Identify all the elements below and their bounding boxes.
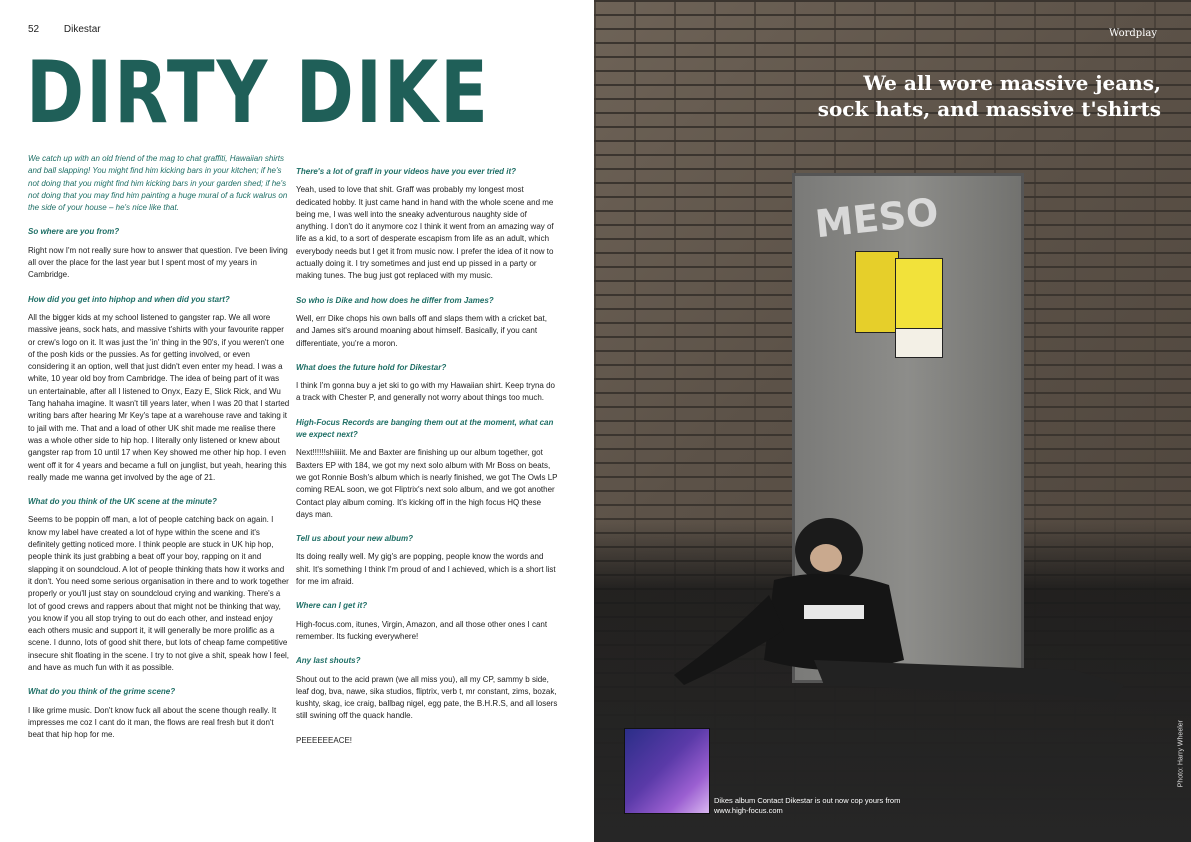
graffiti-tag: MESO <box>813 189 941 247</box>
sticker <box>895 328 943 358</box>
legs-shape <box>814 660 1124 700</box>
answer: All the bigger kids at my school listened to gangster rap. We all wore massive jeans, sock hats, and massive t'shirts with your favourite rapper or crew's logo on it. It was just the 'in' thing in the 90's, if you weren't one of the posh kids or the pussies. As for getting involved, or even considering it an option, well that just didn't even enter my head. I was a white, 10 year old boy from Cambridge. The idea of being part of it was un entertainable, after all I listened to Onyx, Eazy E, Slick Rick, and Wu Tang hahaha imagine. It wasn't till years later, when I was 20 that I started writing bars after hearing Mr Key's tape at a warehouse rave and taking it to jail with me. That and a load of other UK shit made me realise there was a whole other side to hip hop. I literally only listened or knew about gangster rap from 10 until 17 when Key showed me other hip hop. I even went off it for 4 years and became a full on junglist, but yeah, hearing this really made me wanna get involved by the age of 21. <box>28 312 290 482</box>
signoff: PEEEEEEACE! <box>296 735 353 745</box>
answer: Right now I'm not really sure how to answer that question. I've been living all over the place for the last year but I spent most of my years in Cambridge. <box>28 245 288 280</box>
page-number: 52 <box>28 24 40 35</box>
question: High-Focus Records are banging them out at the moment, what can we expect next? <box>296 417 554 440</box>
question: So who is Dike and how does he differ from James? <box>296 295 494 305</box>
section-label: Wordplay <box>1108 28 1157 39</box>
album-cover <box>624 728 710 814</box>
arm-shape <box>674 595 784 685</box>
column-2 <box>296 166 558 759</box>
pull-quote-line-1: We all wore massive jeans, <box>863 71 1161 95</box>
question: What do you think of the grime scene? <box>28 687 176 697</box>
folio <box>28 24 101 35</box>
photo-page <box>594 0 1191 842</box>
rapper-figure <box>654 510 1134 710</box>
question: Any last shouts? <box>296 656 361 666</box>
question: What do you think of the UK scene at the minute? <box>28 497 217 507</box>
shirt-logo <box>804 605 864 619</box>
left-page <box>0 0 594 842</box>
answer: I like grime music. Don't know fuck all about the scene though really. It impresses me coz I cant do it man, the flows are real fresh but it don't beat that hip hop for me. <box>28 705 277 740</box>
album-caption: Dikes album Contact Dikestar is out now cop yours from www.high-focus.com <box>714 796 901 815</box>
answer: I think I'm gonna buy a jet ski to go with my Hawaiian shirt. Keep tryna do a track with Chester P, and generally not worry about things too much. <box>296 381 555 403</box>
question: So where are you from? <box>28 227 120 237</box>
face-shape <box>810 544 842 572</box>
answer: High-focus.com, itunes, Virgin, Amazon, and all those other ones I cant remember. Its fucking everywhere! <box>296 619 548 641</box>
photo-credit: Photo: Harry Wheeler <box>1177 720 1184 788</box>
answer: Shout out to the acid prawn (we all miss you), all my CP, sammy b side, leaf dog, bva, nawe, sika studios, fliptrix, verb t, mr constant, zims, bozak, kushty, skag, ice craig, ballbag nigel, egg pate, the B.H.R.S, and all losers still swining off the quack handle. <box>296 674 558 721</box>
question: Tell us about your new album? <box>296 534 414 544</box>
answer: Its doing really well. My gig's are popping, people know the words and shit. It's something I think I'm proud of and I achieved, which is a short list for me im afraid. <box>296 552 556 587</box>
hoodie-shape <box>764 574 904 670</box>
answer: Seems to be poppin off man, a lot of people catching back on again. I know my label have created a lot of hype within the scene and it's definitely getting noticed more. I think people are stuck in UK hip hop, people think its just grabbing a beat off your boy, rapping on it and slapping it on soundcloud. A lot of people thinking thats how it works and it don't. You need some serious organisation in there and to work together properly or you'll just stay on soundcloud crying and wanking. There's a lot of good crews and rappers about that might not be thinking that way, you know if you all stop trying to out do each other, and instead enjoy each others music and support it, it will generally be more prolific as a scene. I dunno, lots of good shit there, but lots of cheap fame competitive insecure shit floating in the scene. I try to not give a shit, speak how I feel, and have as much fun with it as possible. <box>28 515 290 672</box>
poster <box>855 251 899 333</box>
intro-paragraph: We catch up with an old friend of the mag to chat graffiti, Hawaiian shirts and ball slapping! You might find him kicking bars in your kitchen; if he's not doing that you might find him kicking bars in your garden shed; if he's not doing that you may find him painting a huge mural of a fuck walrus on the side of your house – he's nice like that. <box>28 154 288 213</box>
poster <box>895 258 943 330</box>
question: What does the future hold for Dikestar? <box>296 362 447 372</box>
column-1 <box>28 153 290 753</box>
page-title: DIRTY DIKE <box>26 42 490 143</box>
section-name: Dikestar <box>63 24 101 35</box>
pull-quote-line-2: sock hats, and massive t'shirts <box>817 97 1161 121</box>
answer: Yeah, used to love that shit. Graff was probably my longest most dedicated hobby. It just came hand in hand with the whole scene and me being me, I was well into the sneaky adventurous naughty side of anything. I don't do it anymore coz I think it went from an amazing way of life as a kid, to a sort of desperate escapism from life as an adult, which everybody needs but I get it from music now. I prefer the idea of it now to actually doing it. I try sometimes and just end up pissed in a party or making tunes. The bug just got replaced with my music. <box>296 185 554 281</box>
pull-quote <box>741 70 1161 122</box>
answer: Next!!!!!!shiiiiit. Me and Baxter are finishing up our album together, got Baxters EP with 184, we got my next solo album with Mr Boss on beats, we got Ronnie Bosh's album which is nearly finished, we got The Owls LP coming REAL soon, we got Fliptrix's next solo album, and we got another Contact play album coming. It's kicking off in the high focus HQ these days man. <box>296 448 558 519</box>
answer: Well, err Dike chops his own balls off and slaps them with a cricket bat, and James sit's around moaning about himself. Basically, if you cant differentiate, you're a moron. <box>296 313 547 348</box>
question: How did you get into hiphop and when did you start? <box>28 294 230 304</box>
question: Where can I get it? <box>296 601 368 611</box>
question: There's a lot of graff in your videos have you ever tried it? <box>296 167 517 176</box>
